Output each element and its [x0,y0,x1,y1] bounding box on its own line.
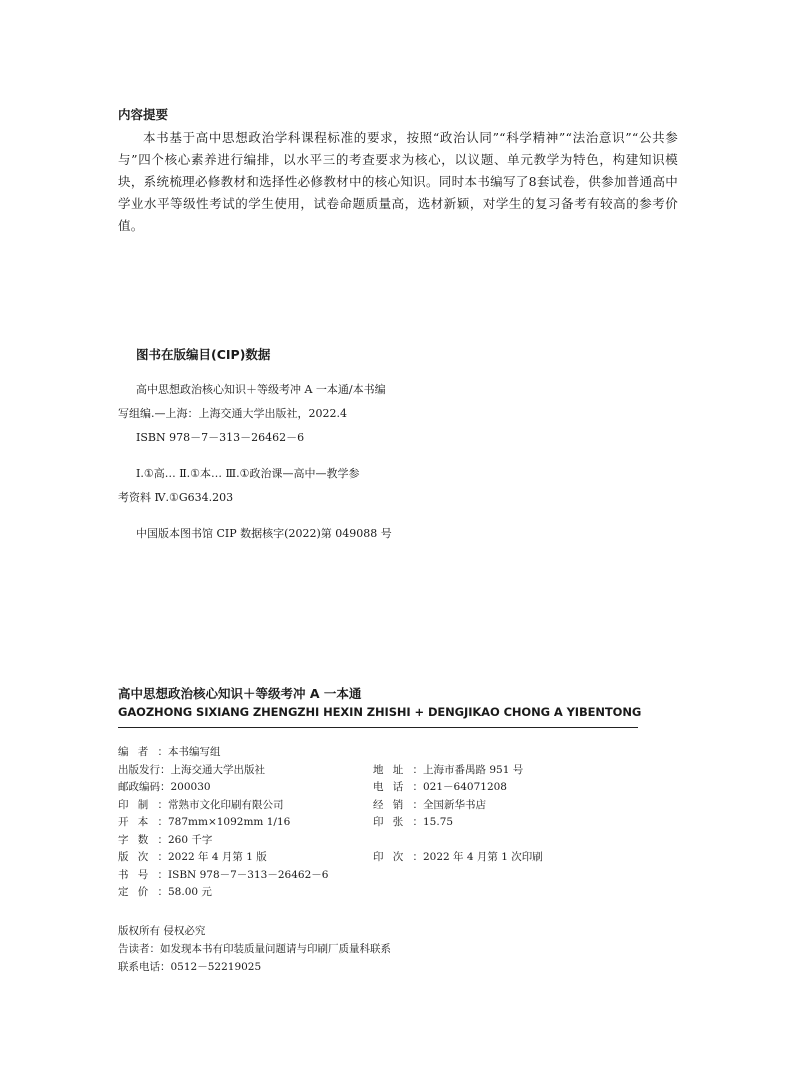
info-label: 邮政编码： [118,781,171,793]
cip-data-block [118,345,678,541]
info-value: 上海交通大学出版社 [170,763,265,776]
rights-reserved: 版权所有 侵权必究 [118,925,206,937]
contact-phone: 联系电话：0512－52219025 [118,961,262,973]
info-value: 本书编写组 [168,746,221,758]
info-value: 021－64071208 [423,781,507,793]
info-value: 15.75 [423,816,454,828]
info-value: ISBN 978－7－313－26462－6 [168,868,329,881]
info-label: 书号： [118,868,168,881]
summary-body: 本书基于高中思想政治学科课程标准的要求，按照“政治认同”“科学精神”“法治意识”“公共参与”四个核心素养进行编排，以水平三的考查要求为核心，以议题、单元教学为特色，构建知识模块，系统梳理必修教材和选择性必修教材中的核心知识。同时本书编写了8套试卷，供参加普通高中学业水平等级性考试的学生使用，试卷命题质量高，选材新颖，对学生的复习备考有较高的参考价值。 [118,130,678,233]
info-label: 版次： [118,851,168,863]
info-value: 787mm×1092mm 1/16 [168,816,291,828]
reader-notice: 告读者：如发现本书有印装质量问题请与印刷厂质量科联系 [118,943,391,955]
info-label: 印张： [373,816,423,828]
info-label: 印次： [373,851,423,863]
info-label: 印制： [118,798,168,811]
content-summary [118,105,678,237]
info-label: 编者： [118,746,168,758]
book-title [118,685,738,721]
title-pinyin: GAOZHONG SIXIANG ZHENGZHI HEXIN ZHISHI + DENGJIKAO CHONG A YIBENTONG [118,705,642,719]
cip-heading: 图书在版编目(CIP)数据 [136,347,271,362]
copyright-notice [118,922,391,976]
info-value: 常熟市文化印刷有限公司 [168,798,284,811]
info-label: 开本： [118,816,168,828]
cip-line: 高中思想政治核心知识＋等级考冲 A 一本通/本书编 [136,383,386,396]
info-value: 2022 年 4 月第 1 次印刷 [423,851,543,863]
cip-line: Ⅰ.①高… Ⅱ.①本… Ⅲ.①政治课—高中—教学参 [136,467,360,480]
info-label: 电话： [373,781,423,793]
cip-line: ISBN 978－7－313－26462－6 [136,431,305,444]
info-value: 200030 [170,781,211,793]
summary-heading: 内容提要 [118,107,169,122]
info-label: 出版发行： [118,763,171,776]
info-value: 全国新华书店 [423,798,486,811]
info-label: 地址： [373,763,423,776]
info-label: 经销： [373,798,423,811]
info-value: 260 千字 [168,833,213,846]
title-chinese: 高中思想政治核心知识＋等级考冲 A 一本通 [118,686,362,701]
cip-line: 写组编.—上海：上海交通大学出版社，2022.4 [118,407,347,420]
cip-line: 考资料 Ⅳ.①G634.203 [118,491,234,504]
info-value: 2022 年 4 月第 1 版 [168,851,267,863]
info-value: 上海市番禺路 951 号 [423,763,524,776]
divider [118,727,638,728]
info-value: 58.00 元 [168,886,212,898]
info-label: 字数： [118,833,168,846]
cip-line: 中国版本图书馆 CIP 数据核字(2022)第 049088 号 [136,527,392,540]
info-label: 定价： [118,886,168,898]
